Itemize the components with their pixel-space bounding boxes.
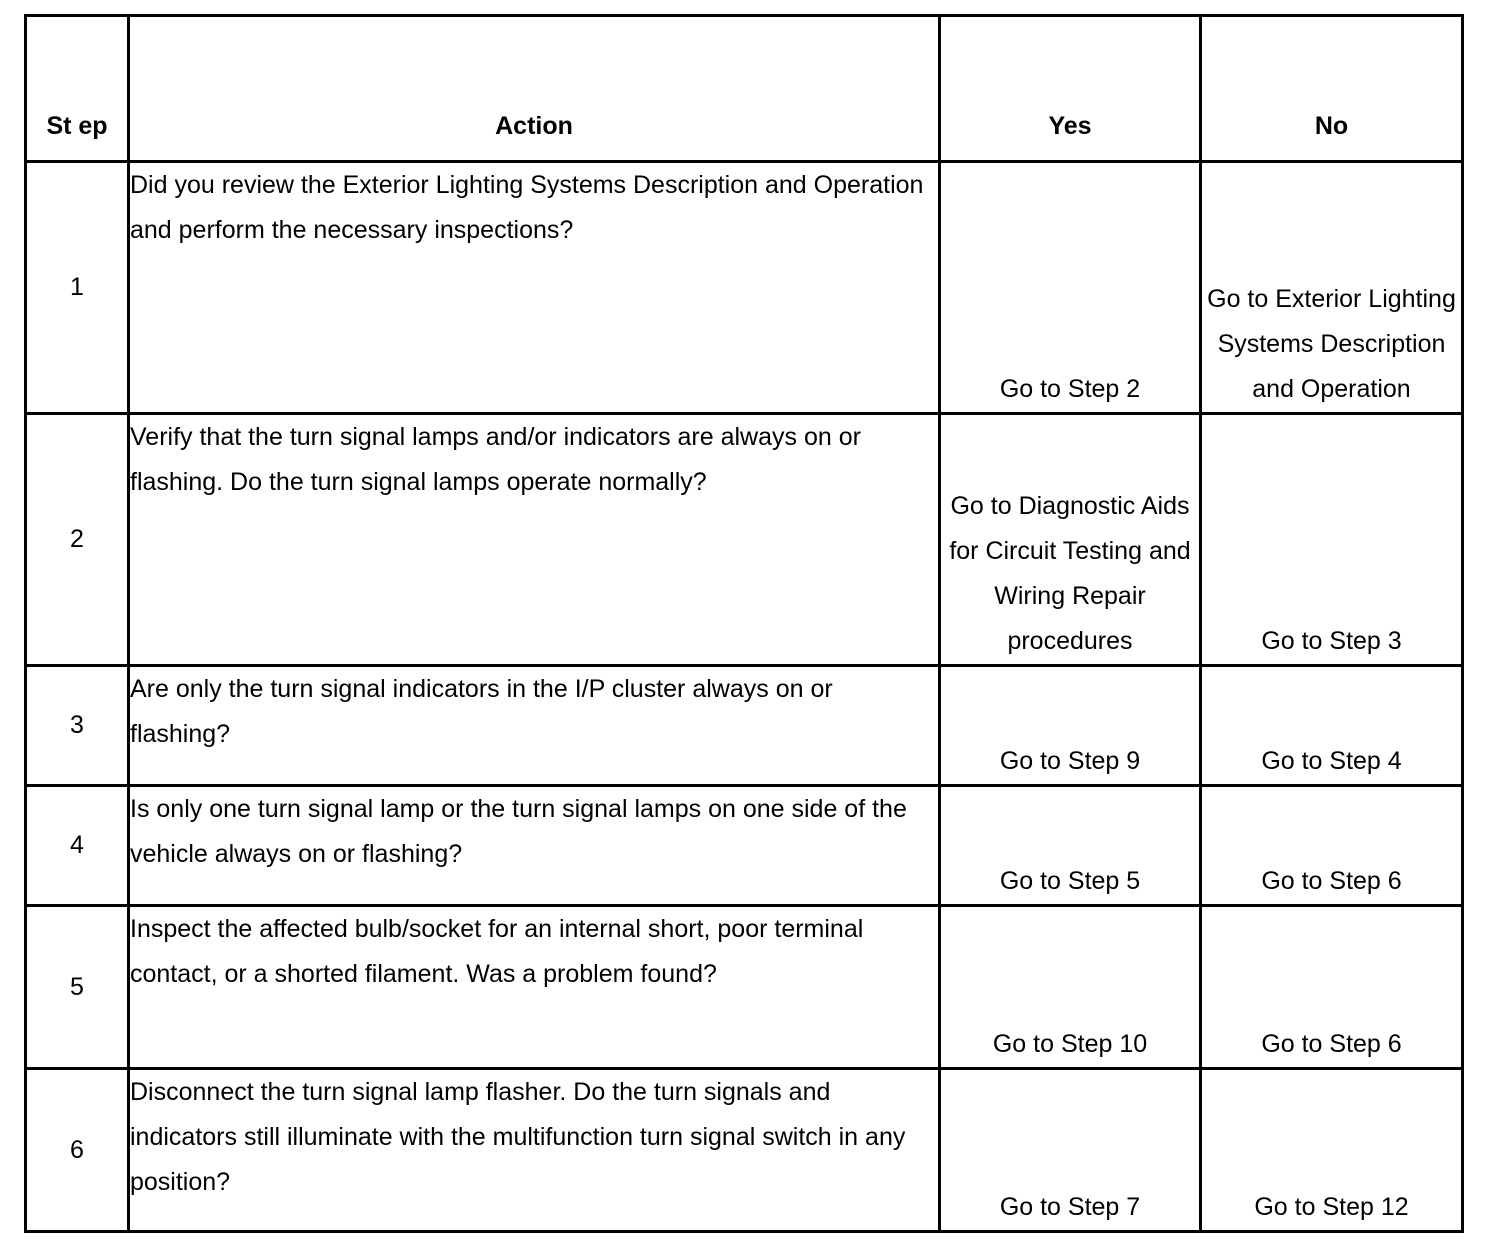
yes-result: Go to Step 2 bbox=[940, 162, 1201, 414]
table-row bbox=[26, 786, 1463, 906]
yes-result: Go to Step 7 bbox=[940, 1069, 1201, 1232]
step-number: 1 bbox=[26, 162, 129, 414]
no-result: Go to Step 4 bbox=[1201, 666, 1463, 786]
action-text: Disconnect the turn signal lamp flasher. Do the turn signals and indicators still illuminate with the multifunction turn signal switch in any position? bbox=[129, 1069, 940, 1232]
step-number: 4 bbox=[26, 786, 129, 906]
yes-result: Go to Step 10 bbox=[940, 906, 1201, 1069]
step-number: 3 bbox=[26, 666, 129, 786]
step-number: 2 bbox=[26, 414, 129, 666]
action-text: Are only the turn signal indicators in the I/P cluster always on or flashing? bbox=[129, 666, 940, 786]
no-result: Go to Exterior Lighting Systems Description and Operation bbox=[1201, 162, 1463, 414]
header-step: St ep bbox=[26, 16, 129, 162]
no-result: Go to Step 12 bbox=[1201, 1069, 1463, 1232]
table-row bbox=[26, 414, 1463, 666]
action-text: Is only one turn signal lamp or the turn signal lamps on one side of the vehicle always on or flashing? bbox=[129, 786, 940, 906]
yes-result: Go to Step 5 bbox=[940, 786, 1201, 906]
table-row bbox=[26, 906, 1463, 1069]
header-action: Action bbox=[129, 16, 940, 162]
yes-result: Go to Step 9 bbox=[940, 666, 1201, 786]
table-row bbox=[26, 162, 1463, 414]
yes-result: Go to Diagnostic Aids for Circuit Testing and Wiring Repair procedures bbox=[940, 414, 1201, 666]
table-row bbox=[26, 666, 1463, 786]
table-row bbox=[26, 1069, 1463, 1232]
header-no: No bbox=[1201, 16, 1463, 162]
diagnostic-table bbox=[24, 14, 1464, 1233]
step-number: 5 bbox=[26, 906, 129, 1069]
no-result: Go to Step 6 bbox=[1201, 906, 1463, 1069]
step-number: 6 bbox=[26, 1069, 129, 1232]
table-header-row bbox=[26, 16, 1463, 162]
action-text: Verify that the turn signal lamps and/or indicators are always on or flashing. Do the turn signal lamps operate normally? bbox=[129, 414, 940, 666]
header-yes: Yes bbox=[940, 16, 1201, 162]
no-result: Go to Step 3 bbox=[1201, 414, 1463, 666]
action-text: Did you review the Exterior Lighting Systems Description and Operation and perform the necessary inspections? bbox=[129, 162, 940, 414]
action-text: Inspect the affected bulb/socket for an internal short, poor terminal contact, or a shorted filament. Was a problem found? bbox=[129, 906, 940, 1069]
no-result: Go to Step 6 bbox=[1201, 786, 1463, 906]
